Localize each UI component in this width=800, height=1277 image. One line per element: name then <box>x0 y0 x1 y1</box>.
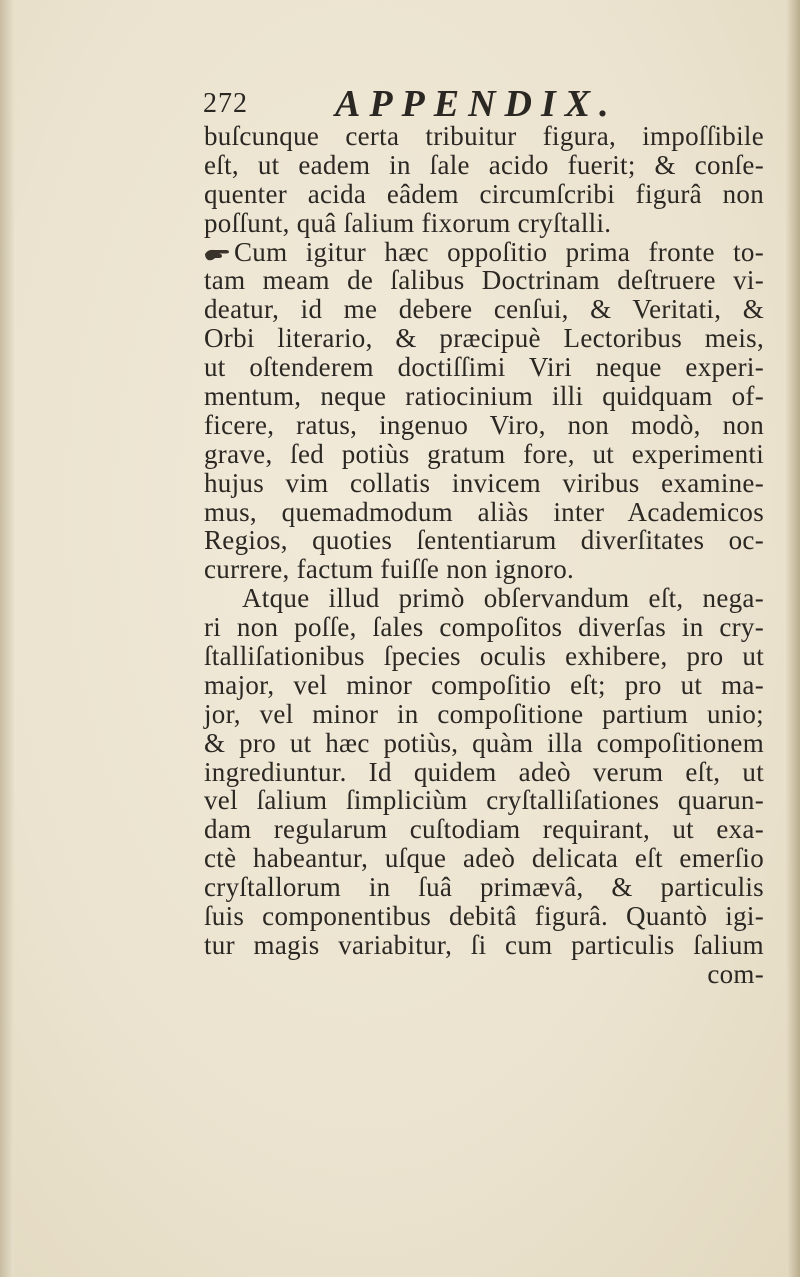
text-line: mus, quemadmodum aliàs inter Academicos <box>204 496 764 527</box>
text-line: Regios, quoties ſententiarum diverſitates oc- <box>204 525 764 556</box>
catchword: com- <box>707 958 764 989</box>
text-line: major, vel minor compoſitio eſt; pro ut ma- <box>204 669 764 700</box>
text-line: grave, ſed potiùs gratum fore, ut experimenti <box>204 438 764 469</box>
text-line: currere, factum fuiſſe non ignoro. <box>204 554 575 585</box>
text-line: vel ſalium ſimpliciùm cryſtalliſationes quarun- <box>204 785 764 816</box>
text-line-content: Cum igitur hæc oppoſitio prima fronte to- <box>234 236 764 267</box>
text-line: buſcunque certa tribuitur figura, impoſſibile <box>204 121 764 151</box>
body-text <box>204 122 764 989</box>
text-line: cryſtallorum in ſuâ primævâ, & particulis <box>204 872 764 903</box>
running-title: APPENDIX. <box>335 83 618 125</box>
page-header <box>203 82 703 126</box>
text-line: hujus vim collatis invicem viribus examine- <box>204 467 764 498</box>
page-edge <box>786 0 800 1277</box>
text-line: quenter acida eâdem circumſcribi figurâ non <box>204 178 764 209</box>
text-line: Orbi literario, & præcipuè Lectoribus meis, <box>204 323 764 354</box>
page-gutter <box>0 0 14 1277</box>
text-line: eſt, ut eadem in ſale acido fuerit; & conſe- <box>204 149 764 180</box>
text-line: & pro ut hæc potiùs, quàm illa compoſitionem <box>204 727 764 758</box>
text-line: poſſunt, quâ ſalium fixorum cryſtalli. <box>204 207 612 238</box>
text-line: ſuis componentibus debitâ figurâ. Quantò igi- <box>204 901 764 932</box>
text-line: ctè habeantur, uſque adeò delicata eſt emerſio <box>204 843 764 874</box>
manicule-icon <box>204 245 230 263</box>
text-line-with-manicule <box>204 238 764 267</box>
text-line: jor, vel minor in compoſitione partium unio; <box>204 698 764 729</box>
text-line: tur magis variabitur, ſi cum particulis ſalium <box>204 929 764 960</box>
text-line: ficere, ratus, ingenuo Viro, non modò, non <box>204 409 764 440</box>
text-line: deatur, id me debere cenſui, & Veritati, & <box>204 294 764 325</box>
text-line: Atque illud primò obſervandum eſt, nega- <box>242 583 764 614</box>
text-line: tam meam de ſalibus Doctrinam deſtruere vi- <box>204 265 764 296</box>
text-line: dam regularum cuſtodiam requirant, ut exa- <box>204 814 764 845</box>
text-line: ſtalliſationibus ſpecies oculis exhibere, pro ut <box>204 641 764 672</box>
text-line: mentum, neque ratiocinium illi quidquam of- <box>204 381 764 412</box>
page-number: 272 <box>203 88 248 119</box>
text-line: ri non poſſe, ſales compoſitos diverſas in cry- <box>204 612 764 643</box>
text-line: ingrediuntur. Id quidem adeò verum eſt, ut <box>204 756 764 787</box>
text-line: ut oſtenderem doctiſſimi Viri neque experi- <box>204 352 764 383</box>
